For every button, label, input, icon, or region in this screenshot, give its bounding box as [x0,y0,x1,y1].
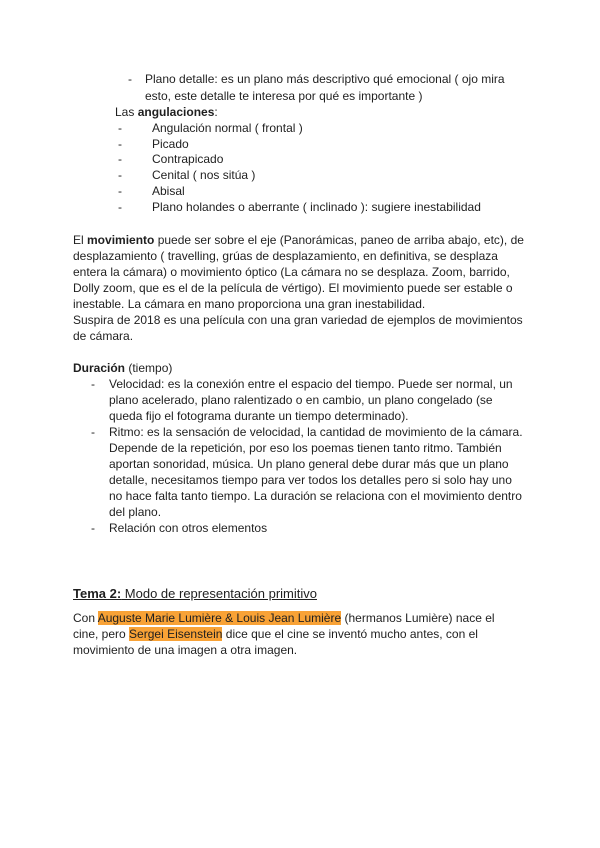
duracion-heading [73,361,172,376]
tema2-label: Tema 2: [73,586,122,601]
ritmo-line: detalle, necesitamos tiempo para ver todos los detalles pero si solo hay uno [109,473,512,487]
bullet-dash: - [118,152,122,166]
angulaciones-bold: angulaciones [137,105,215,119]
tema2-heading [73,586,317,601]
bullet-dash: - [91,521,95,535]
movimiento-line-1 [73,233,524,248]
ritmo-line: del plano. [109,505,162,519]
bullet-dash: - [118,121,122,135]
movimiento-prefix: El [73,233,88,247]
intro-suffix: (hermanos Lumière) nace el [341,611,495,625]
movimiento-line: desplazamiento ( travelling, grúas de desplazamiento, en definitiva, se desplaza [73,249,498,263]
highlight-lumiere: Auguste Marie Lumière & Louis Jean Lumière [97,611,342,625]
intro-prefix: cine, pero [73,627,130,641]
bullet-dash: - [91,425,95,439]
bullet-dash: - [118,200,122,214]
movimiento-line: entera la cámara) o movimiento óptico (La cámara no se desplaza. Zoom, barrido, [73,265,510,279]
bullet-dash: - [118,184,122,198]
tema2-title: Modo de representación primitivo [121,586,317,601]
angulacion-item: Plano holandes o aberrante ( inclinado ): sugiere inestabilidad [152,200,481,214]
duracion-title: Duración [73,361,126,375]
plano-detalle-line-1: Plano detalle: es un plano más descriptivo qué emocional ( ojo mira [145,72,505,86]
intro-line-3: movimiento de una imagen a otra imagen. [73,643,298,657]
movimiento-line: inestable. La cámara en mano proporciona una gran inestabilidad. [73,297,426,311]
bullet-dash: - [91,377,95,391]
intro-line-1 [73,611,495,626]
movimiento-rest: puede ser sobre el eje (Panorámicas, paneo de arriba abajo, etc), de [154,233,524,247]
ritmo-line: Depende de la repetición, por eso los poemas tienen tanto ritmo. También [109,441,502,455]
relacion-line: Relación con otros elementos [109,521,268,535]
movimiento-line: Suspira de 2018 es una película con una gran variedad de ejemplos de movimientos [73,313,523,327]
bullet-dash: - [128,72,132,86]
velocidad-line: queda fijo el fotograma durante un tiempo determinado). [109,409,409,423]
angulacion-item: Contrapicado [152,152,224,166]
movimiento-line: Dolly zoom, que es el de la película de vértigo). El movimiento puede ser estable o [73,281,513,295]
angulaciones-heading [115,105,218,120]
ritmo-line: aportan sonoridad, música. Un plano general debe durar más que un plano [109,457,509,471]
bullet-dash: - [118,137,122,151]
angulacion-item: Cenital ( nos sitúa ) [152,168,256,182]
movimiento-line: de cámara. [73,329,134,343]
ritmo-line: no hace falta tanto tiempo. La duración se relaciona con el movimiento dentro [109,489,522,503]
angulacion-item: Abisal [152,184,185,198]
intro-suffix: dice que el cine se inventó mucho antes, con el [222,627,478,641]
angulacion-item: Angulación normal ( frontal ) [152,121,303,135]
movimiento-bold: movimiento [87,233,155,247]
angulaciones-suffix: : [214,105,218,119]
angulacion-item: Picado [152,137,189,151]
intro-prefix: Con [73,611,98,625]
highlight-eisenstein: Sergei Eisenstein [129,627,223,641]
intro-line-2 [73,627,478,642]
duracion-title-suffix: (tiempo) [125,361,173,375]
velocidad-line: plano acelerado, plano ralentizado o en cambio, un plano congelado (se [109,393,493,407]
bullet-dash: - [118,168,122,182]
plano-detalle-line-2: esto, este detalle te interesa por qué es importante ) [145,89,423,103]
ritmo-line: Ritmo: es la sensación de velocidad, la cantidad de movimiento de la cámara. [109,425,523,439]
velocidad-line: Velocidad: es la conexión entre el espacio del tiempo. Puede ser normal, un [109,377,513,391]
angulaciones-prefix: Las [115,105,138,119]
